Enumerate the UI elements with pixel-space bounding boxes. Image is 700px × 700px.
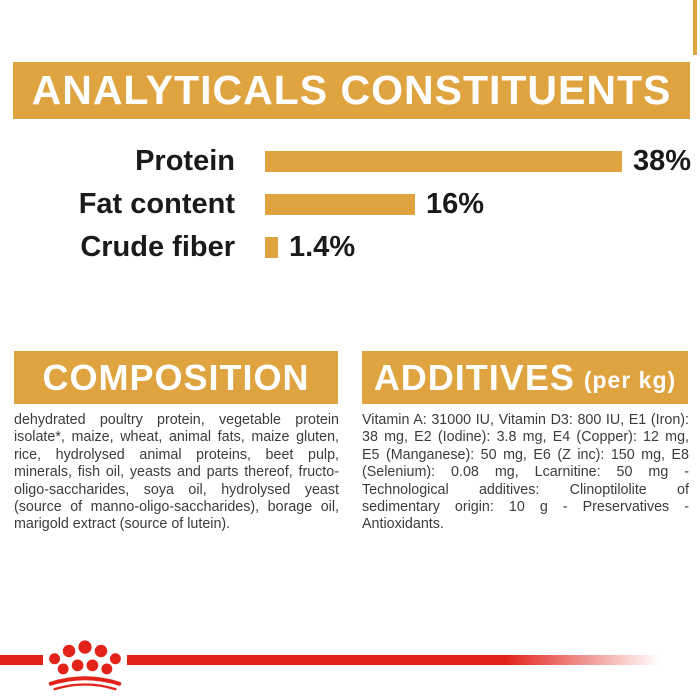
package-edge-mark (693, 0, 697, 55)
crude-fiber-bar (265, 237, 278, 258)
additives-body: Vitamin A: 31000 IU, Vitamin D3: 800 IU, E1 (Iron): 38 mg, E2 (Iodine): 3.8 mg, E4 (Copper): 12 mg, E5 (Manganese): 50 mg, E6 (Z inc): 150 mg, E8 (Selenium): 0.08 mg, Lcarnitine: 50 mg - Technological additives: Clinoptilolite of sedimentary origin: 10 g - Preservatives - Antioxidants. (362, 412, 689, 533)
chart-row (0, 230, 700, 264)
footer-red-stripe-left (0, 655, 43, 665)
fat-content-value: 16% (426, 187, 485, 220)
additives-banner (362, 351, 688, 404)
chart-row (0, 144, 700, 178)
chart-label-fat-content: Fat content (78, 187, 235, 220)
additives-title: ADDITIVES (373, 356, 575, 398)
chart-label-crude-fiber: Crude fiber (80, 230, 235, 263)
composition-body: dehydrated poultry protein, vegetable protein isolate*, maize, wheat, animal fats, maize gluten, rice, hydrolysed animal proteins, beet pulp, minerals, fish oil, yeasts and parts thereof, fructo-oligo-saccharides, soya oil, hydrolysed yeast (source of manno-oligo-saccharides), borage oil, marigold extract (source of lutein). (14, 412, 339, 533)
fat-content-bar (265, 194, 415, 215)
royal-canin-crown-logo (46, 639, 124, 691)
analytical-constituents-chart (0, 144, 700, 273)
analyticals-title: ANALYTICALS CONSTITUENTS (31, 67, 672, 113)
chart-label-protein: Protein (135, 144, 235, 177)
composition-banner (14, 351, 338, 404)
protein-bar (265, 151, 622, 172)
chart-row (0, 187, 700, 221)
crude-fiber-value: 1.4% (289, 230, 356, 263)
analyticals-banner (13, 62, 690, 119)
additives-title-suffix: (per kg) (583, 367, 677, 393)
protein-value: 38% (633, 144, 692, 177)
footer-red-stripe-right (127, 655, 700, 665)
composition-title: COMPOSITION (42, 356, 310, 398)
